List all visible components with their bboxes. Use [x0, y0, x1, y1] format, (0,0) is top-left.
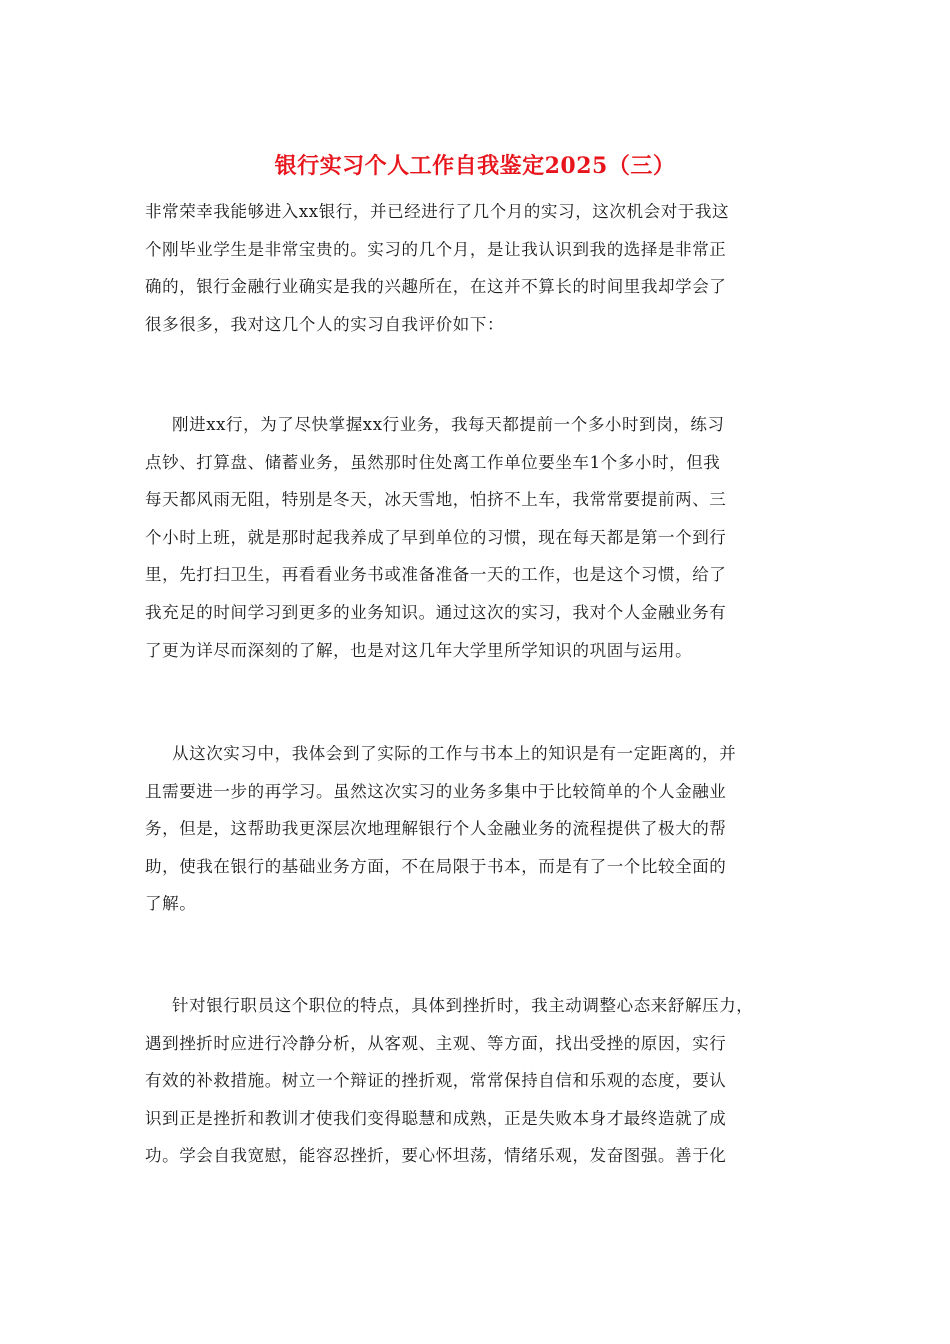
paragraph-line: 里，先打扫卫生，再看看业务书或准备准备一天的工作，也是这个习惯，给了: [145, 565, 727, 585]
paragraph-line: 了更为详尽而深刻的了解，也是对这几年大学里所学知识的巩固与运用。: [145, 640, 693, 660]
paragraph-line: 了解。: [145, 894, 197, 914]
paragraph-line: 且需要进一步的再学习。虽然这次实习的业务多集中于比较简单的个人金融业: [145, 781, 727, 801]
paragraph-line: 遇到挫折时应进行冷静分析，从客观、主观、等方面，找出受挫的原因，实行: [145, 1033, 727, 1053]
paragraph-line: 功。学会自我宽慰，能容忍挫折，要心怀坦荡，情绪乐观，发奋图强。善于化: [145, 1146, 727, 1166]
paragraph-line: 识到正是挫折和教训才使我们变得聪慧和成熟，正是失败本身才最终造就了成: [145, 1108, 727, 1128]
paragraph-4: [145, 987, 815, 1175]
paragraph-1: [145, 193, 815, 343]
document-title: 银行实习个人工作自我鉴定2025（三）: [274, 153, 676, 179]
paragraph-line: 每天都风雨无阻，特别是冬天，冰天雪地，怕挤不上车，我常常要提前两、三: [145, 490, 727, 510]
paragraph-line: 刚进xx行，为了尽快掌握xx行业务，我每天都提前一个多小时到岗，练习: [172, 415, 725, 434]
paragraph-line: 确的，银行金融行业确实是我的兴趣所在，在这并不算长的时间里我却学会了: [145, 277, 727, 297]
paragraph-2: [145, 406, 815, 669]
paragraph-line: 针对银行职员这个职位的特点，具体到挫折时，我主动调整心态来舒解压力，: [172, 996, 754, 1015]
paragraph-line: 从这次实习中，我体会到了实际的工作与书本上的知识是有一定距离的，并: [172, 744, 737, 763]
paragraph-line: 个刚毕业学生是非常宝贵的。实习的几个月，是让我认识到我的选择是非常正: [145, 239, 727, 259]
paragraph-3: [145, 735, 815, 923]
paragraph-line: 有效的补救措施。树立一个辩证的挫折观，常常保持自信和乐观的态度，要认: [145, 1071, 727, 1091]
paragraph-line: 助，使我在银行的基础业务方面，不在局限于书本，而是有了一个比较全面的: [145, 856, 727, 876]
paragraph-line: 务，但是，这帮助我更深层次地理解银行个人金融业务的流程提供了极大的帮: [145, 819, 727, 839]
paragraph-line: 个小时上班，就是那时起我养成了早到单位的习惯，现在每天都是第一个到行: [145, 527, 727, 547]
paragraph-line: 很多很多，我对这几个人的实习自我评价如下：: [145, 314, 505, 334]
paragraph-line: 我充足的时间学习到更多的业务知识。通过这次的实习，我对个人金融业务有: [145, 602, 727, 622]
paragraph-line: 非常荣幸我能够进入xx银行，并已经进行了几个月的实习，这次机会对于我这: [145, 202, 730, 221]
paragraph-line: 点钞、打算盘、储蓄业务，虽然那时住处离工作单位要坐车1个多小时，但我: [145, 452, 721, 472]
